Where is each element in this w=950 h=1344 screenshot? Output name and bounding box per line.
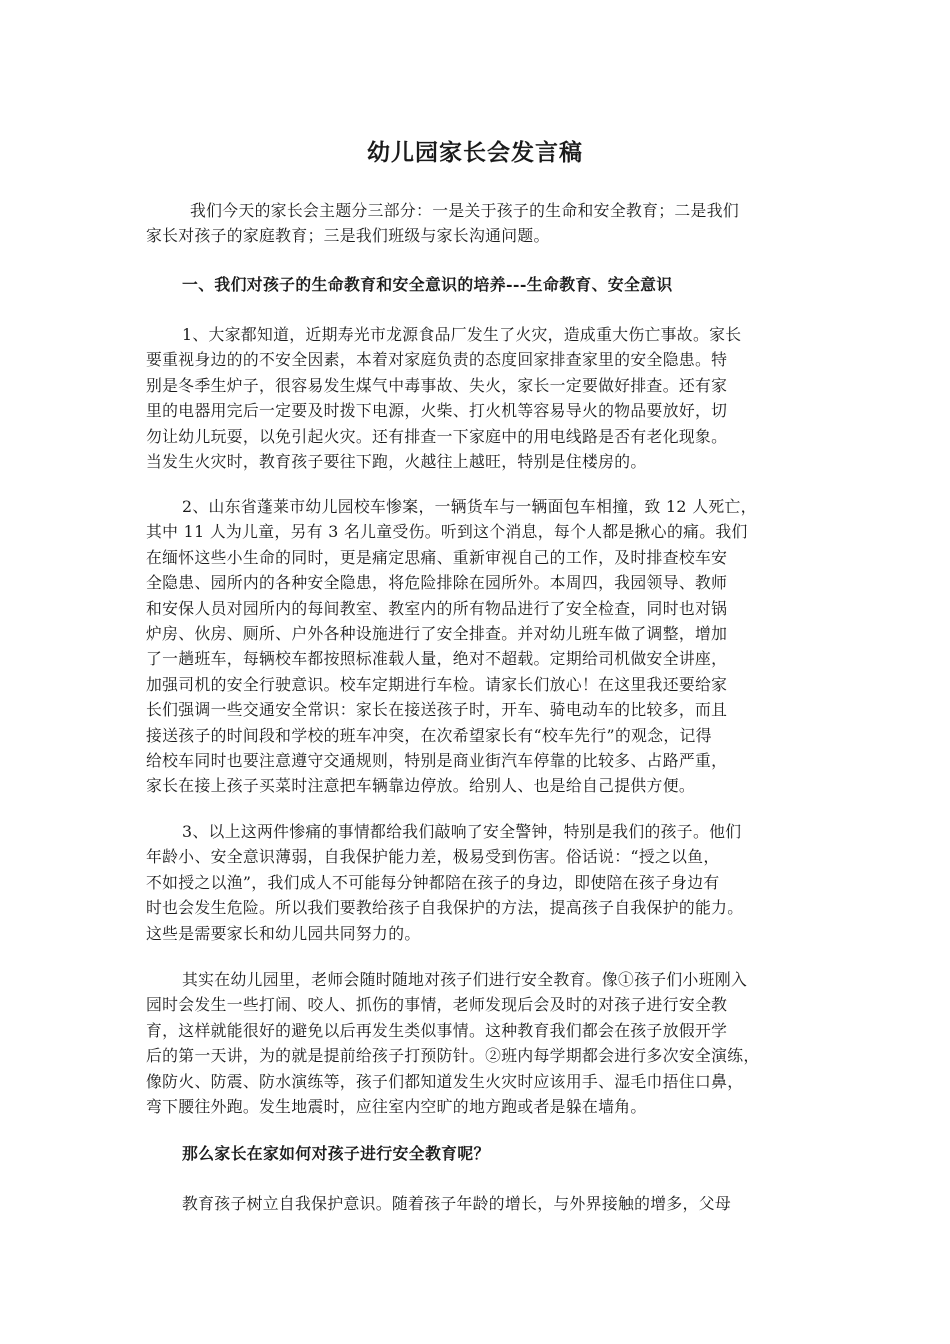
paragraph-kindergarten-education xyxy=(146,967,811,1119)
text-line: 全隐患、园所内的各种安全隐患，将危险排除在园所外。本周四，我园领导、教师 xyxy=(146,573,728,593)
text-line: 里的电器用完后一定要及时拨下电源，火柴、打火机等容易导火的物品要放好，切 xyxy=(146,401,728,421)
text-line: 2、山东省蓬莱市幼儿园校车惨案，一辆货车与一辆面包车相撞，致 12 人死亡， xyxy=(182,497,757,516)
text-line: 接送孩子的时间段和学校的班车冲突，在次希望家长有“校车先行”的观念，记得 xyxy=(146,725,712,745)
text-line: 3、以上这两件惨痛的事情都给我们敲响了安全警钟，特别是我们的孩子。他们 xyxy=(182,822,742,841)
text-line: 给校车同时也要注意遵守交通规则，特别是商业街汽车停靠的比较多、占路严重， xyxy=(146,750,728,770)
text-line: 后的第一天讲，为的就是提前给孩子打预防针。②班内每学期都会进行多次安全演练， xyxy=(146,1046,760,1066)
paragraph-fire-safety xyxy=(146,322,811,474)
text-line: 时也会发生危险。所以我们要教给孩子自我保护的方法，提高孩子自我保护的能力。 xyxy=(146,898,744,918)
text-line: 教育孩子树立自我保护意识。随着孩子年龄的增长，与外界接触的增多，父母 xyxy=(182,1194,731,1213)
intro-paragraph xyxy=(146,198,811,249)
text-line: 勿让幼儿玩耍，以免引起火灾。还有排查一下家庭中的用电线路是否有老化现象。 xyxy=(146,426,728,446)
paragraph-self-protection xyxy=(146,1191,811,1216)
text-line: 当发生火灾时，教育孩子要往下跑，火越往上越旺，特别是住楼房的。 xyxy=(146,451,647,471)
text-line: 1、大家都知道，近期寿光市龙源食品厂发生了火灾，造成重大伤亡事故。家长 xyxy=(182,325,742,344)
text-line: 园时会发生一些打闹、咬人、抓伤的事情，老师发现后会及时的对孩子进行安全教 xyxy=(146,995,728,1015)
text-line: 加强司机的安全行驶意识。校车定期进行车检。请家长们放心！在这里我还要给家 xyxy=(146,674,728,694)
text-line: 这些是需要家长和幼儿园共同努力的。 xyxy=(146,923,421,943)
text-line: 像防火、防震、防水演练等，孩子们都知道发生火灾时应该用手、湿毛巾捂住口鼻， xyxy=(146,1071,744,1091)
paragraph-safety-alarm xyxy=(146,819,811,946)
text-line: 家长对孩子的家庭教育；三是我们班级与家长沟通问题。 xyxy=(146,226,550,246)
text-line: 其中 11 人为儿童，另有 3 名儿童受伤。听到这个消息，每个人都是揪心的痛。我们 xyxy=(146,522,748,542)
text-line: 炉房、伙房、厕所、户外各种设施进行了安全排查。并对幼儿班车做了调整，增加 xyxy=(146,623,728,643)
text-line: 年龄小、安全意识薄弱，自我保护能力差，极易受到伤害。俗话说：“授之以鱼， xyxy=(146,847,720,867)
text-line: 别是冬季生炉子，很容易发生煤气中毒事故、失火，家长一定要做好排查。还有家 xyxy=(146,375,728,395)
text-line: 弯下腰往外跑。发生地震时，应往室内空旷的地方跑或者是躲在墙角。 xyxy=(146,1096,647,1116)
section-heading-home-education: 那么家长在家如何对孩子进行安全教育呢？ xyxy=(182,1144,490,1163)
text-line: 在缅怀这些小生命的同时，更是痛定思痛、重新审视自己的工作，及时排查校车安 xyxy=(146,547,728,567)
text-line: 了一趟班车，每辆校车都按照标准载人量，绝对不超载。定期给司机做安全讲座， xyxy=(146,649,728,669)
text-line: 和安保人员对园所内的每间教室、教室内的所有物品进行了安全检查，同时也对锅 xyxy=(146,598,728,618)
text-line: 长们强调一些交通安全常识：家长在接送孩子时，开车、骑电动车的比较多，而且 xyxy=(146,700,728,720)
text-line: 我们今天的家长会主题分三部分：一是关于孩子的生命和安全教育；二是我们 xyxy=(190,201,739,220)
text-line: 育，这样就能很好的避免以后再发生类似事情。这种教育我们都会在孩子放假开学 xyxy=(146,1020,728,1040)
paragraph-school-bus xyxy=(146,494,811,799)
text-line: 要重视身边的的不安全因素，本着对家庭负责的态度回家排查家里的安全隐患。特 xyxy=(146,350,728,370)
text-line: 不如授之以渔”，我们成人不可能每分钟都陪在孩子的身边，即使陪在孩子身边有 xyxy=(146,872,720,892)
document-title: 幼儿园家长会发言稿 xyxy=(367,139,583,166)
section-heading-safety: 一、我们对孩子的生命教育和安全意识的培养---生命教育、安全意识 xyxy=(182,275,673,294)
text-line: 其实在幼儿园里，老师会随时随地对孩子们进行安全教育。像①孩子们小班刚入 xyxy=(182,970,748,989)
text-line: 家长在接上孩子买菜时注意把车辆靠边停放。给别人、也是给自己提供方便。 xyxy=(146,776,695,796)
